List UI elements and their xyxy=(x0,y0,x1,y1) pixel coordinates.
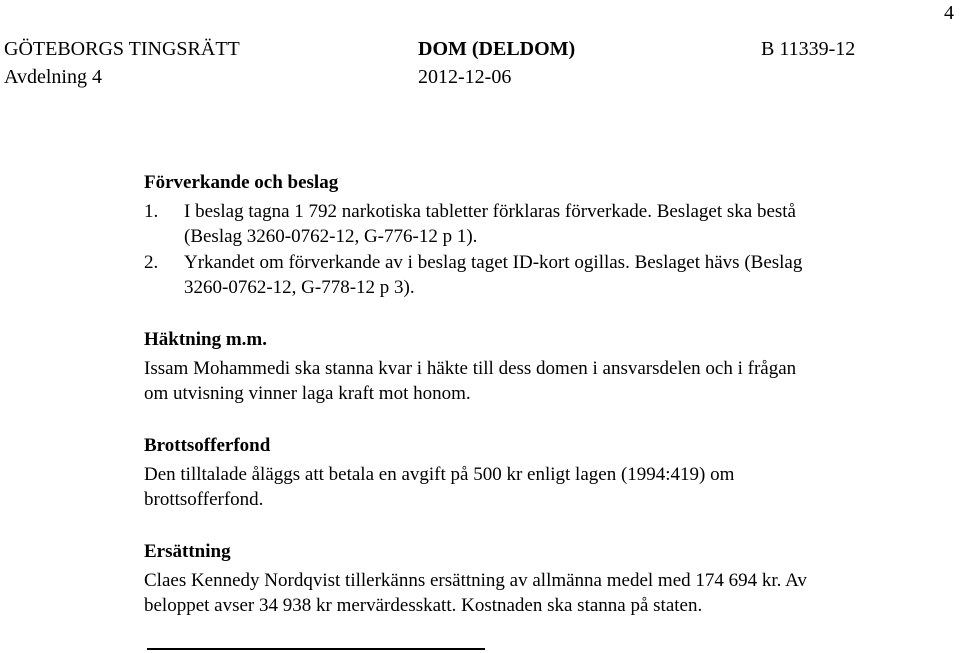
list-item xyxy=(144,199,796,224)
section-heading-haktning: Häktning m.m. xyxy=(144,329,267,350)
page-number: 4 xyxy=(944,2,954,24)
case-number: B 11339-12 xyxy=(761,38,856,60)
section-heading-ersattning: Ersättning xyxy=(144,541,231,562)
list-item-text: Yrkandet om förverkande av i beslag taget ID-kort ogillas. Beslaget hävs (Beslag xyxy=(184,252,803,273)
section-heading-forverkande: Förverkande och beslag xyxy=(144,172,339,193)
paragraph-line: beloppet avser 34 938 kr mervärdesskatt. Kostnaden ska stanna på staten. xyxy=(144,595,703,616)
document-date: 2012-12-06 xyxy=(418,66,512,88)
document-type: DOM (DELDOM) xyxy=(418,38,576,60)
paragraph-line: Issam Mohammedi ska stanna kvar i häkte till dess domen i ansvarsdelen och i frågan xyxy=(144,358,797,379)
list-item-continuation: 3260-0762-12, G-778-12 p 3). xyxy=(184,277,415,298)
court-name: GÖTEBORGS TINGSRÄTT xyxy=(4,38,240,60)
list-item-number: 2. xyxy=(144,252,159,273)
paragraph-line: om utvisning vinner laga kraft mot honom. xyxy=(144,383,471,404)
paragraph-line: Den tilltalade åläggs att betala en avgift på 500 kr enligt lagen (1994:419) om xyxy=(144,464,735,485)
division: Avdelning 4 xyxy=(4,66,102,88)
list-item-continuation: (Beslag 3260-0762-12, G-776-12 p 1). xyxy=(184,226,478,247)
section-heading-brottsofferfond: Brottsofferfond xyxy=(144,435,271,456)
signature-line xyxy=(147,648,485,650)
list-item-text: I beslag tagna 1 792 narkotiska tabletter förklaras förverkade. Beslaget ska bestå xyxy=(184,201,796,222)
paragraph-line: brottsofferfond. xyxy=(144,489,264,510)
list-item-number: 1. xyxy=(144,201,159,222)
paragraph-line: Claes Kennedy Nordqvist tillerkänns ersättning av allmänna medel med 174 694 kr. Av xyxy=(144,570,807,591)
list-item xyxy=(144,250,802,275)
